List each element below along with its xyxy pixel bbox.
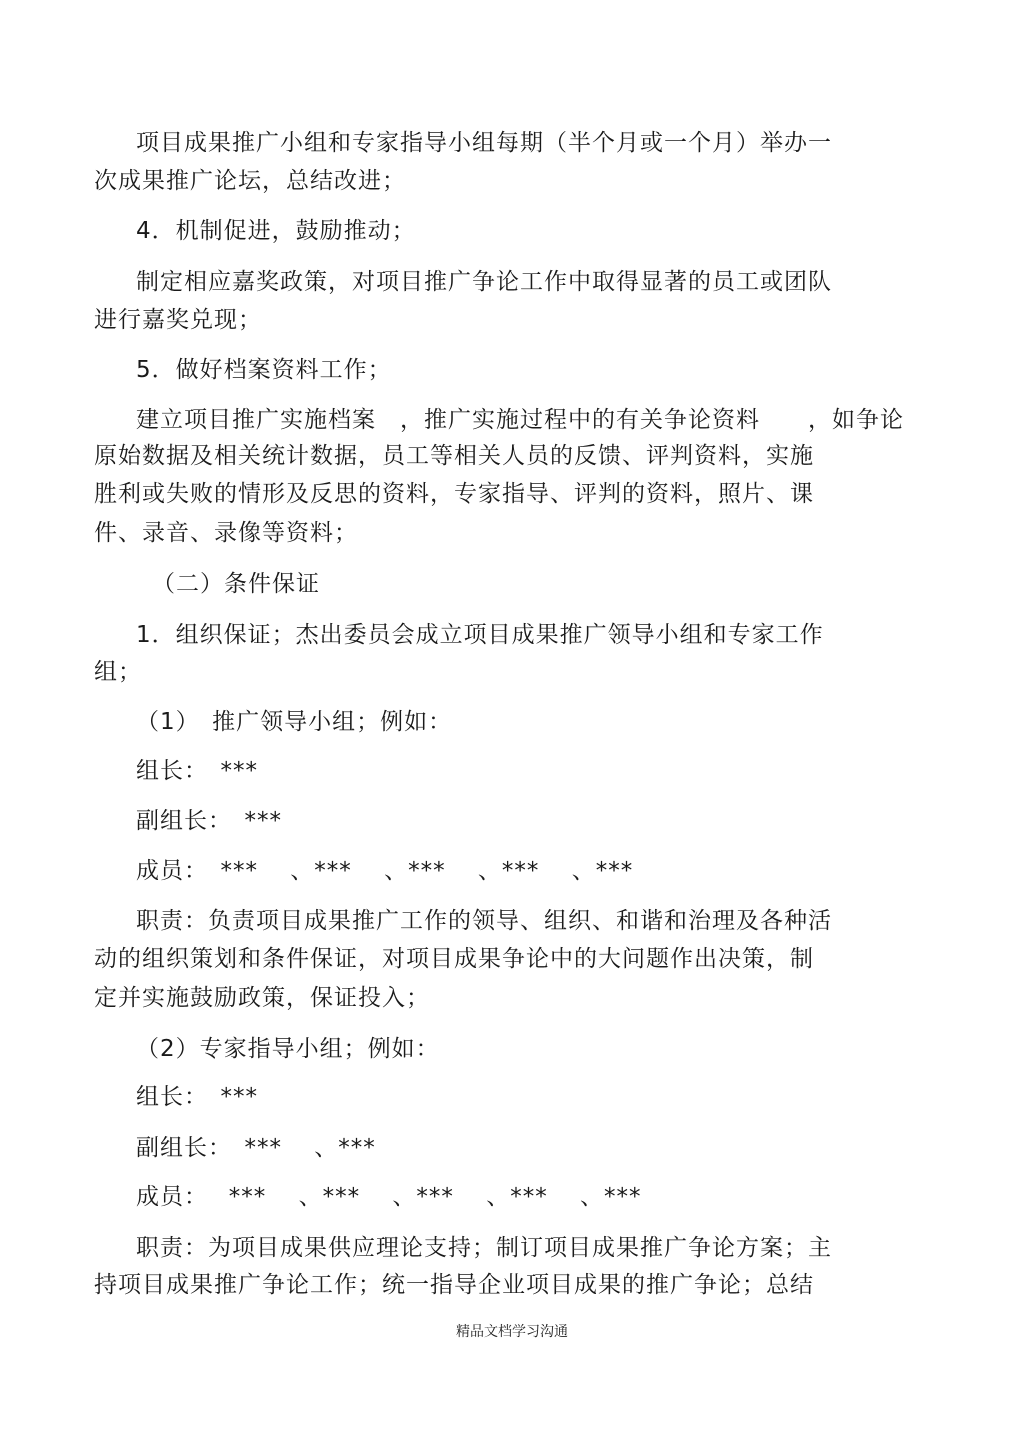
- text-line-19: 动的组织策划和条件保证，对项目成果争论中的大问题作出决策，制: [94, 946, 814, 972]
- page-footer: 精品文档学习沟通: [456, 1324, 568, 1340]
- text-line-5: 进行嘉奖兑现；: [94, 307, 262, 333]
- text-line-12: 1．组织保证；杰出委员会成立项目成果推广领导小组和专家工作: [136, 622, 824, 648]
- text-line-25: 职责：为项目成果供应理论支持；制订项目成果推广争论方案；主: [136, 1235, 832, 1261]
- text-line-9: 胜利或失败的情形及反思的资料，专家指导、评判的资料，照片、课: [94, 481, 814, 507]
- text-line-26: 持项目成果推广争论工作；统一指导企业项目成果的推广争论；总结: [94, 1272, 814, 1298]
- text-line-20: 定并实施鼓励政策，保证投入；: [94, 985, 430, 1011]
- subheading-expert-group: （2）专家指导小组；例如：: [136, 1036, 440, 1062]
- section-heading-conditions: （二）条件保证: [152, 571, 320, 597]
- text-line-4: 制定相应嘉奖政策，对项目推广争论工作中取得显著的员工或团队: [136, 269, 832, 295]
- text-line-10: 件、录音、录像等资料；: [94, 520, 358, 546]
- leader-line-2: 组长： ***: [136, 1084, 258, 1110]
- text-line-18: 职责：负责项目成果推广工作的领导、组织、和谐和治理及各种活: [136, 908, 832, 934]
- deputy-leader-line-1: 副组长： ***: [136, 808, 282, 834]
- members-line-1: 成员： *** 、*** 、*** 、*** 、***: [136, 858, 634, 884]
- section-heading-4: 4．机制促进，鼓励推动；: [136, 218, 416, 244]
- text-line-2: 次成果推广论坛，总结改进；: [94, 168, 406, 194]
- section-heading-5: 5．做好档案资料工作；: [136, 357, 392, 383]
- text-line-8: 原始数据及相关统计数据，员工等相关人员的反馈、评判资料，实施: [94, 443, 814, 469]
- subheading-leadership-group: （1） 推广领导小组；例如：: [136, 709, 453, 735]
- text-line-13: 组；: [94, 659, 142, 685]
- text-line-1: 项目成果推广小组和专家指导小组每期（半个月或一个月）举办一: [136, 130, 832, 156]
- leader-line-1: 组长： ***: [136, 758, 258, 784]
- text-line-7: 建立项目推广实施档案 ，推广实施过程中的有关争论资料 ，如争论: [136, 407, 904, 433]
- deputy-leader-line-2: 副组长： *** 、***: [136, 1135, 376, 1161]
- members-line-2: 成员： *** 、*** 、*** 、*** 、***: [136, 1184, 642, 1210]
